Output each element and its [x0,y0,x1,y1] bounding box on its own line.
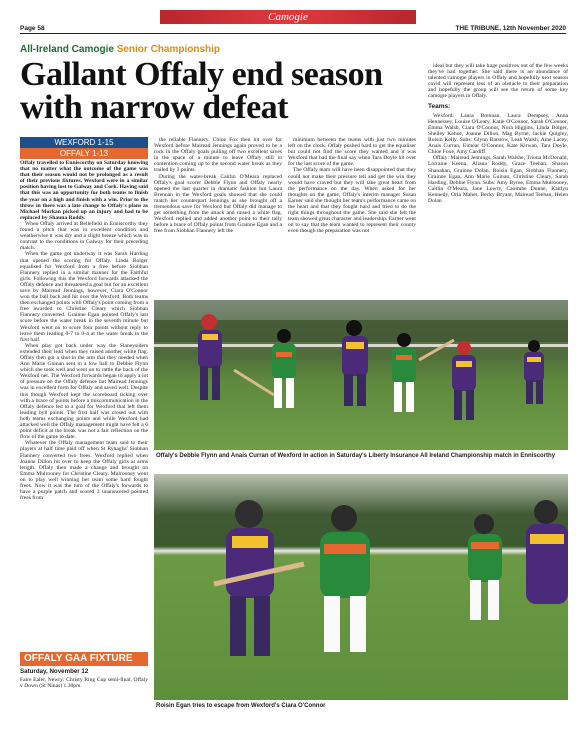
paragraph: Whatever the Offaly management team said to their players at half time paid off when St Rynaghs' Siobhan Flannery converted two frees. Wexford replied when Joanne Dillon hit over to keep the Offaly girls at arms length. Offaly then made a change and brought on Emma Mulrooney for Christine Cleary. Mulrooney went on to play well winning her team some hard fought frees. Now it was the turn of the Offaly's forwards to have a purple patch and scored 3 unanswered pointed frees from [20,440,148,502]
photo-caption-1: Offaly's Debbie Flynn and Anais Curran of Wexford in action in Saturday's Liberty Insurance All Ireland Championship match in Enniscorthy [156,453,556,459]
paragraph: the reliable Flannery. Chloe Fox then hit over for Wexford before Mairead Jennings again proved to be a rock in the Offaly goals pulling off two excellent saves in the space of a minute to leave Offaly still in contention coming up to the second water break as they trailed by 3 points. [154,137,282,174]
match-photo-2-illustration [154,474,568,700]
headline: Gallant Offaly end season with narrow defeat [20,56,383,126]
kicker-main: All-Ireland Camogie [20,44,114,55]
paragraph: The Offaly team will have been disappointed that they could not make their pressure tell and get the win they would have craved but they will take great heart from the performance on the day. When asked for her thoughts on the game, Offaly's interim manager Susan Earner said she thought her team's performance came on the heart and that they fought hard and tried to do the right things throughout the game. She said she felt the team showed great character and leadership. Earner went on to say that the team wanted to represent their county even though the preparation was not [288,167,416,235]
fixture-date: Saturday, November 12 [20,668,89,675]
paragraph: minimum between the teams with just two minutes left on the clock. Offaly pushed hard to get the equaliser but could not find the score they wanted and it was Wexford that had the final say when Tara Doyle hit over for the last score of the game. [288,137,416,168]
kicker-sub: Senior Championship [116,44,221,55]
article-kicker [20,44,220,55]
fixture-heading: OFFALY GAA FIXTURE [20,652,148,666]
team-list-offaly: Offaly: Mairead Jennings, Sarah Walshe, Triona McDonald, Lorraine Keena, Aliana Roddy, Grace Teehan, Sharon Shanahan, Grainne Dolan, Roisin Egan, Siobhan Flannery, Grainne Egan, Ann Marie Guinan, Christine Cleary, Sarah Harding, Debbie Flynn. Subs: Amy Byrne, Emma Mulrooney, Caitlin O'Meara, Jane Lowry, Caoimhe Dunne, Kaitlyn Kennedy, Orla Maher, Becky Bryant, Mairead Teehan, Helen Dolan [428,155,568,204]
article-column-3 [288,137,416,249]
fixture-details: Faire Ealer, Newry: Christy Ring Cup semi-final, Offaly v Down (St Ninas) 1.30pm [20,677,148,690]
publication-date: THE TRIBUNE, 12th November 2020 [455,25,566,32]
header-rule [20,33,566,34]
paragraph: During the water-break Caitlin O'Meara replaced Offaly's goal scorer Debbie Flynn and Offaly nearly opened the last quarter in dramatic fashion but Laura Brennan in the Wexford goals showed that she could match her counterpart Jennings as she brought off a tremendous save for Wexford but Offaly did manage to get something from the attack and raised a white flag. Wexford replied and added another point to their tally before a brace of Offaly points from Grainne Egan and a free from Siobhan Flannery left the [154,173,282,235]
photo-caption-2: Roisin Egan tries to escape from Wexford's Ciara O'Connor [156,703,326,709]
article-column-2 [154,137,282,295]
paragraph: ideal but they will take huge positives out of the few weeks they've had together. She said there is an abundance of talented camogie players in Offaly and hopefully next season covid will represent less of an obstacle to their preparation and hopefully the group will see the return of some key camogie players in Offaly. [428,63,568,100]
lead-paragraph: Offaly travelled to Enniscorthy on Saturday knowing that no matter what the outcome of the game was that their season would not be prolonged as a result of their previous fixtures. Wexford were in a similar position having lost to Galway and Cork. Having said that this was an opportunity for both teams to finish the year on a high and finish with a win. Prior to the throw in there was a late change to Offaly's plans as Michael Morkan picked up an injury and had to be replaced by Shauna Roddy. [20,160,148,221]
match-photo-1-illustration [154,300,568,450]
section-banner: Camogie [160,10,416,24]
team-list-wexford: Wexford: Laura Brennan, Laura Dempsey, Anna Hennessey, Louise O'Leary, Katie O'Connor, Sarah O'Connor, Emma Walsh, Ciara O'Connor, Nora Higgins, Linda Bolger, Shelley Kehoe, Joanne Dillon, Mag Byrne, Jackie Quigley, Roisin Kelly. Subs: Glynn Barstow, Leah Walsh, Aine Lacey, Anais Curran, Eimear O'Connor, Kate Kirwan, Tara Doyle, Chloe Foxe, Amy Cardiff [428,112,568,156]
paragraph: When the game got underway it was Sarah Harding that opened the scoring for Offaly. Linda Bolger equalised for Wexford from a free before Siobhan Flannery replied in a similar manner for the Faithful girls. Following this the Wexford forwards attacked the Offaly defence and threatened a goal but for an excellent save by Mairead Jennings, however, Ciara O'Connor won the ball back and hit over the Wexford. Both teams then exchanged points with Offaly's point coming from a free awarded to Christine Cleary which Siobhan Flannery converted. Grainne Egan pointed Offaly's last score before the water break in the seventh minute but Wexford went on to score four points without reply to leave them leading 0-7 to 0-4 at the water break in the first half. [20,251,148,343]
match-photo-1 [154,300,568,450]
paragraph: When play got back under way the Slaneysiders extended their lead when they raised another white flag. Offaly then got a shot in the arm that they needed when Ann Marie Guinan sent in a low ball to Debbie Flynn which she took well and went on to rattle the back of the Wexford net. The Wexford forwards began to apply a lot of pressure on the Offaly defence but Mairead Jennings was in excellent form for Offaly and saved well. Despite this though Wexford kept the scoreboard ticking over with a brace of points before a miscommunication in the Offaly defence led to a goal for Wexford that left them leading by8 points. The first half was closed out with both teams exchanging points and while Wexford had attacked well the Offaly management might have felt a 6 point deficit at the break was not a fair reflection on the flow of the game to date. [20,342,148,441]
paragraph: When Offaly arrived at Bellefield in Enniscorthy they found a pitch that was in excellent condition and weatherwise it was dry and a slight breeze which was in contrast to the conditions in Galway for their preceding match. [20,220,148,252]
article-column-1 [20,160,148,640]
page-number: Page 58 [20,25,45,32]
score-wexford: WEXFORD 1-15 [20,137,148,148]
teams-heading: Teams: [428,102,451,110]
match-photo-2 [154,474,568,700]
score-offaly: OFFALY 1-13 [20,148,148,159]
article-column-4 [428,63,568,301]
